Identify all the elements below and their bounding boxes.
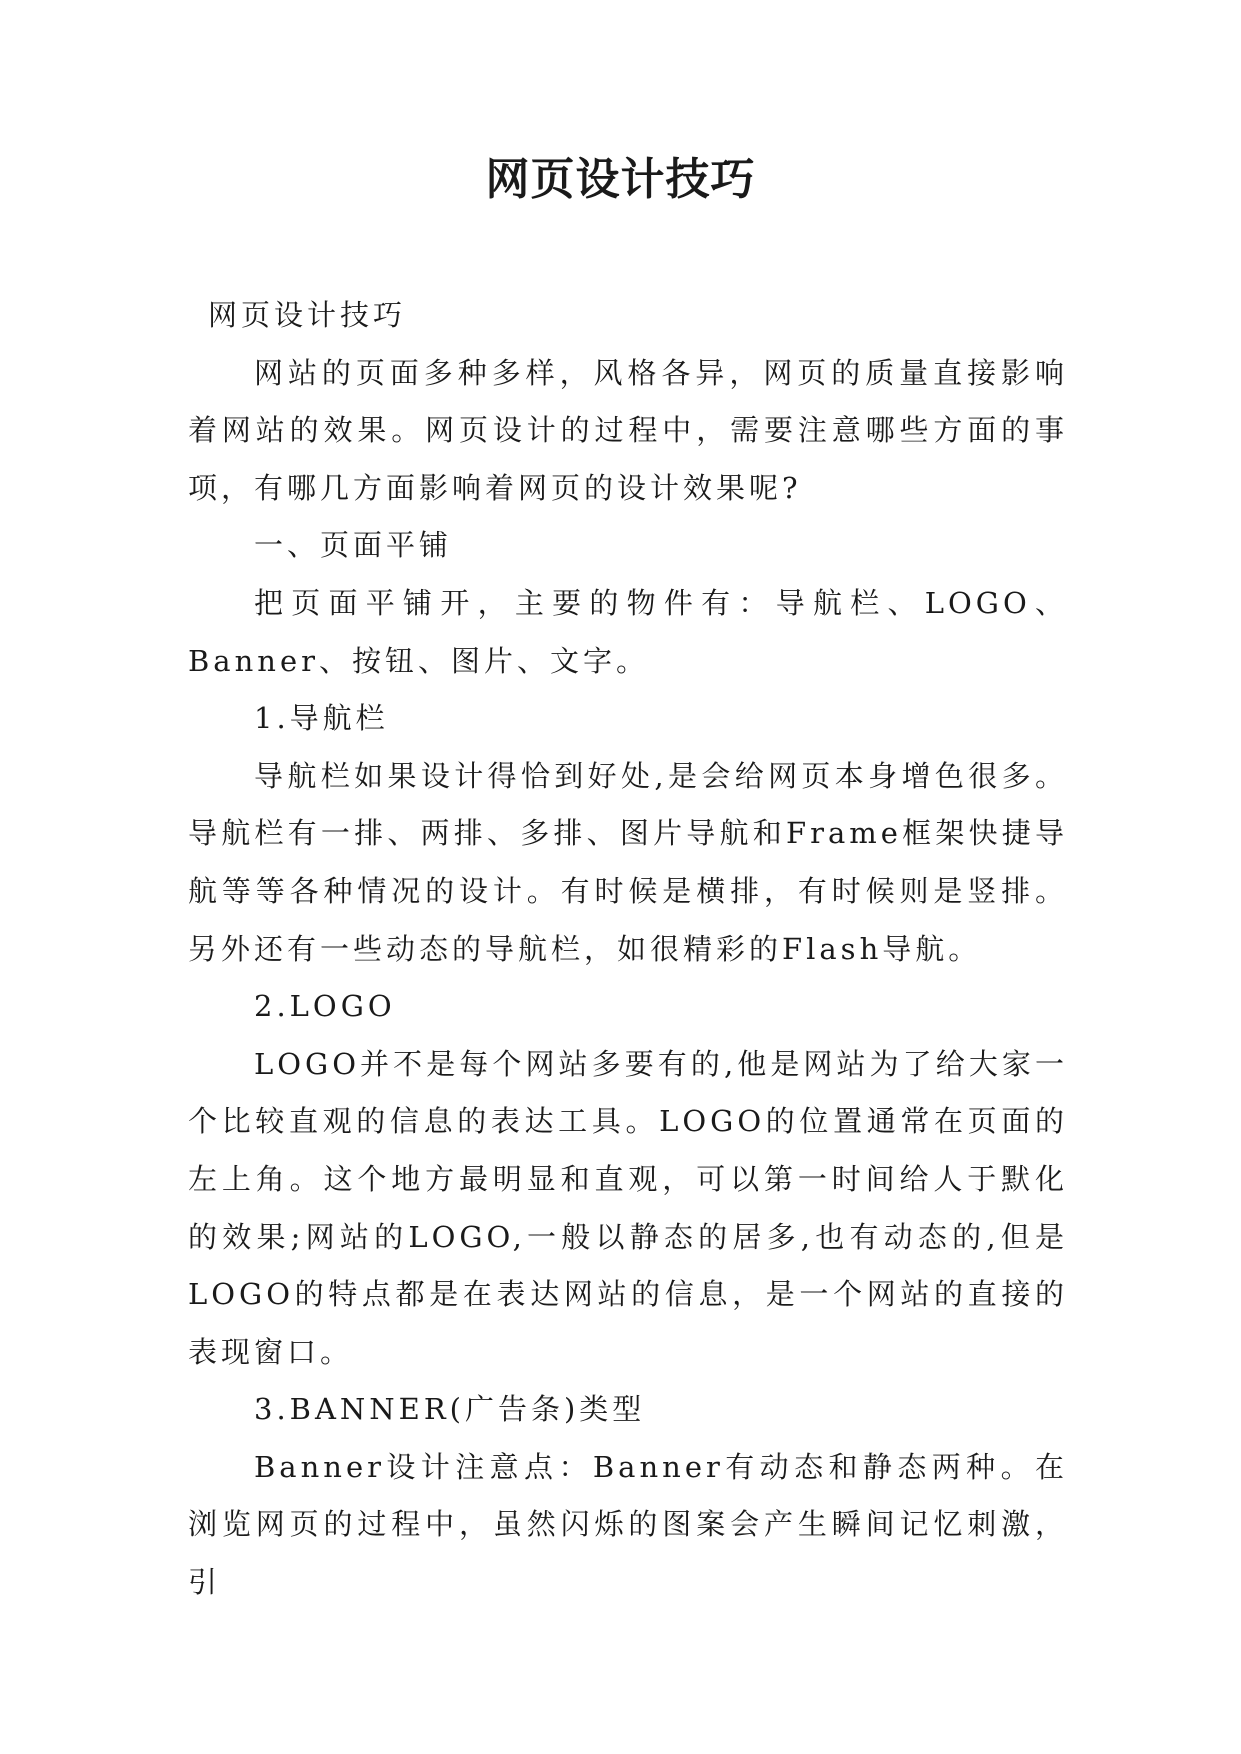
document-subtitle: 网页设计技巧 — [208, 298, 407, 332]
item-heading-logo: 2.LOGO — [254, 989, 396, 1024]
document-title: 网页设计技巧 — [485, 154, 756, 205]
document-body — [188, 287, 1068, 1612]
section-heading-page-layout: 一、页面平铺 — [254, 528, 453, 563]
section-paragraph-page-layout: 把页面平铺开，主要的物件有：导航栏、LOGO、Banner、按钮、图片、文字。 — [188, 585, 1068, 678]
item-paragraph-banner: Banner设计注意点：Banner有动态和静态两种。在浏览网页的过程中，虽然闪烁的图案会产生瞬间记忆刺激，引 — [188, 1449, 1068, 1600]
intro-paragraph: 网站的页面多种多样，风格各异，网页的质量直接影响着网站的效果。网页设计的过程中，需要注意哪些方面的事项，有哪几方面影响着网页的设计效果呢? — [188, 355, 1068, 505]
item-paragraph-logo: LOGO并不是每个网站多要有的,他是网站为了给大家一个比较直观的信息的表达工具。LOGO的位置通常在页面的左上角。这个地方最明显和直观，可以第一时间给人于默化的效果;网站的LOGO,一般以静态的居多,也有动态的,但是LOGO的特点都是在表达网站的信息，是一个网站的直接的表现窗口。 — [188, 1046, 1068, 1369]
item-heading-banner: 3.BANNER(广告条)类型 — [254, 1392, 646, 1427]
item-paragraph-navbar: 导航栏如果设计得恰到好处,是会给网页本身增色很多。导航栏有一排、两排、多排、图片导航和Frame框架快捷导航等等各种情况的设计。有时候是横排，有时候则是竖排。另外还有一些动态的导航栏，如很精彩的Flash导航。 — [188, 758, 1068, 966]
item-heading-navbar: 1.导航栏 — [254, 701, 389, 736]
